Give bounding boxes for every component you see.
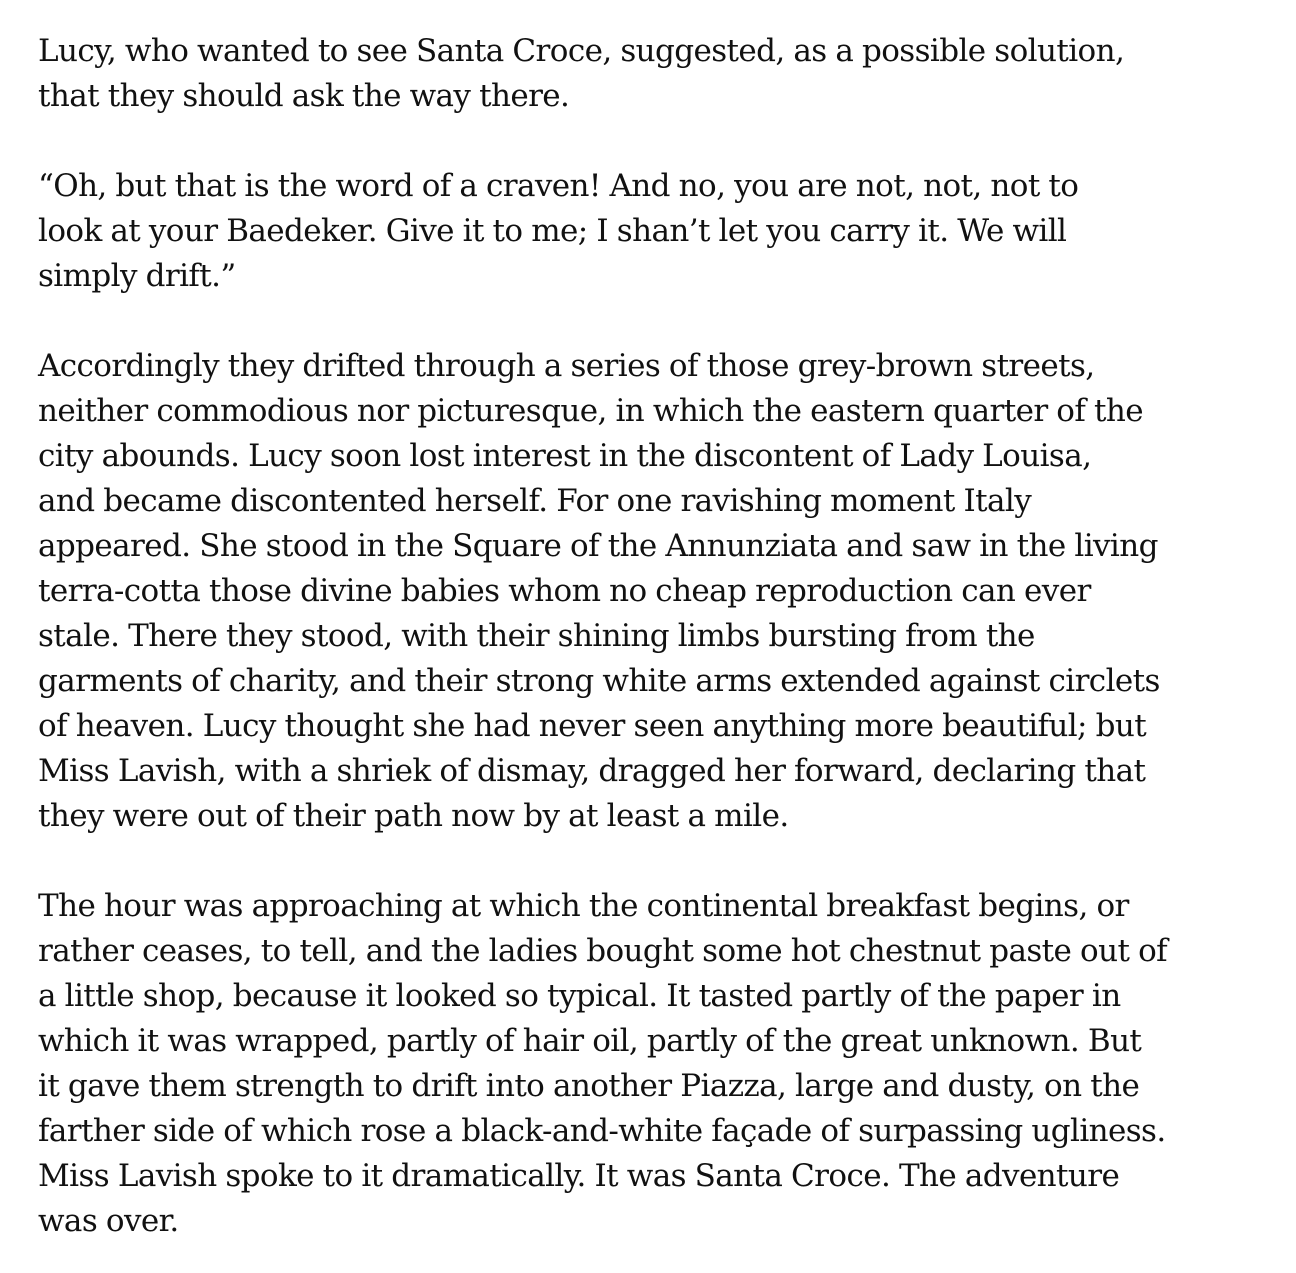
text-line: farther side of which rose a black-and-white façade of surpassing ugliness. — [38, 1113, 1166, 1149]
text-line: garments of charity, and their strong white arms extended against circlets — [38, 663, 1160, 699]
text-line: neither commodious nor picturesque, in which the eastern quarter of the — [38, 393, 1143, 429]
text-line: stale. There they stood, with their shining limbs bursting from the — [38, 618, 1035, 654]
paragraph-2 — [38, 164, 1256, 299]
text-line: Miss Lavish spoke to it dramatically. It was Santa Croce. The adventure — [38, 1158, 1120, 1194]
text-line: look at your Baedeker. Give it to me; I shan’t let you carry it. We will — [38, 213, 1067, 249]
text-line: was over. — [38, 1203, 179, 1239]
text-line: it gave them strength to drift into another Piazza, large and dusty, on the — [38, 1068, 1140, 1104]
text-line: terra-cotta those divine babies whom no cheap reproduction can ever — [38, 573, 1091, 609]
text-line: appeared. She stood in the Square of the Annunziata and saw in the living — [38, 528, 1158, 564]
text-line: Lucy, who wanted to see Santa Croce, suggested, as a possible solution, — [38, 33, 1125, 69]
text-line: simply drift.” — [38, 258, 236, 294]
text-line: and became discontented herself. For one ravishing moment Italy — [38, 483, 1032, 519]
text-line: they were out of their path now by at least a mile. — [38, 798, 789, 834]
text-line: that they should ask the way there. — [38, 78, 570, 114]
text-line: of heaven. Lucy thought she had never seen anything more beautiful; but — [38, 708, 1147, 744]
text-line: Miss Lavish, with a shriek of dismay, dragged her forward, declaring that — [38, 753, 1146, 789]
text-line: a little shop, because it looked so typical. It tasted partly of the paper in — [38, 978, 1121, 1014]
text-line: which it was wrapped, partly of hair oil, partly of the great unknown. But — [38, 1023, 1142, 1059]
text-line: rather ceases, to tell, and the ladies bought some hot chestnut paste out of — [38, 933, 1168, 969]
text-line: Accordingly they drifted through a series of those grey-brown streets, — [38, 348, 1095, 384]
text-line: city abounds. Lucy soon lost interest in the discontent of Lady Louisa, — [38, 438, 1092, 474]
paragraph-4 — [38, 884, 1256, 1244]
text-line: The hour was approaching at which the continental breakfast begins, or — [38, 888, 1129, 924]
paragraph-3 — [38, 344, 1256, 839]
text-line: “Oh, but that is the word of a craven! And no, you are not, not, not to — [38, 168, 1079, 204]
paragraph-1 — [38, 29, 1256, 119]
